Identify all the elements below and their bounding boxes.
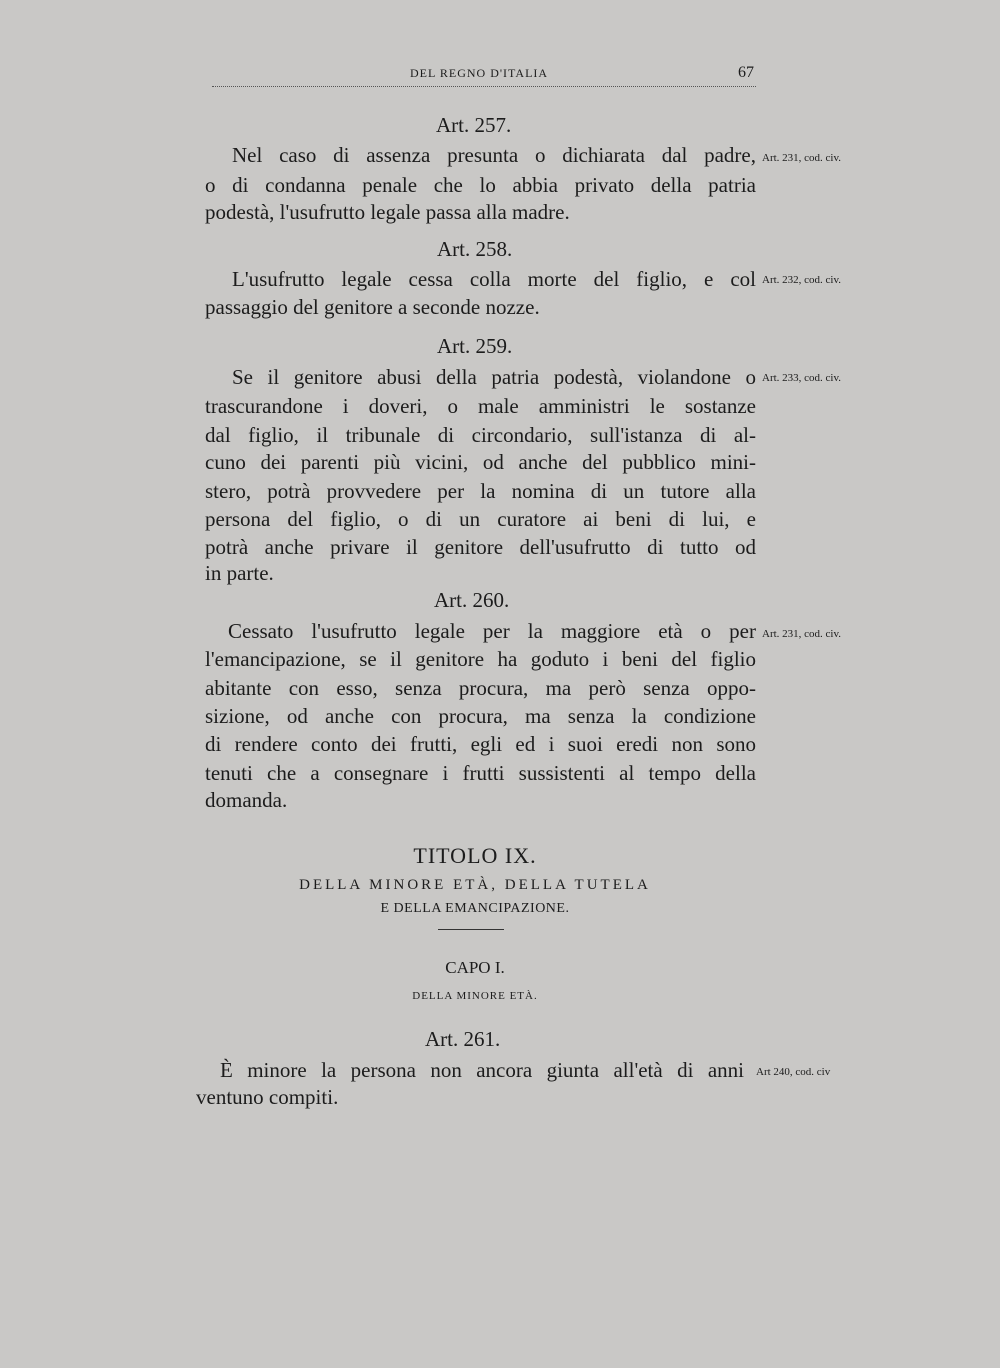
title-heading: TITOLO IX.: [413, 843, 537, 868]
article-title: Art. 258.: [437, 237, 513, 261]
text-line: È minore la persona non ancora giunta all'età di anni: [220, 1058, 744, 1082]
article-title: Art. 260.: [434, 588, 510, 612]
text-line: domanda.: [205, 788, 288, 812]
text-line: Se il genitore abusi della patria podestà, violandone o: [232, 365, 756, 389]
title-subtitle: DELLA MINORE ETÀ, DELLA TUTELA: [299, 877, 651, 893]
margin-note: Art. 232, cod. civ.: [762, 274, 842, 286]
text-line: l'emancipazione, se il genitore ha goduto i beni del figlio: [205, 647, 756, 671]
text-line: tenuti che a consegnare i frutti sussistenti al tempo della: [205, 761, 756, 785]
text-line: podestà, l'usufrutto legale passa alla madre.: [205, 200, 570, 224]
text-line: abitante con esso, senza procura, ma però senza oppo-: [205, 676, 756, 700]
text-line: potrà anche privare il genitore dell'usufrutto di tutto od: [205, 535, 756, 559]
text-line: dal figlio, il tribunale di circondario, sull'istanza di al-: [205, 423, 756, 447]
text-line: o di condanna penale che lo abbia privato della patria: [205, 173, 756, 197]
article-title: Art. 259.: [437, 334, 513, 358]
title-subtitle: E DELLA EMANCIPAZIONE.: [380, 901, 570, 916]
text-line: L'usufrutto legale cessa colla morte del figlio, e col: [232, 267, 756, 291]
text-line: persona del figlio, o di un curatore ai beni di lui, e: [205, 507, 756, 531]
text-line: Nel caso di assenza presunta o dichiarata dal padre,: [232, 143, 756, 167]
text-line: Cessato l'usufrutto legale per la maggiore età o per: [228, 619, 756, 643]
article-title: Art. 257.: [436, 113, 512, 137]
chapter-subtitle: DELLA MINORE ETÀ.: [412, 990, 538, 1002]
margin-note: Art. 233, cod. civ.: [762, 372, 842, 384]
text-line: stero, potrà provvedere per la nomina di un tutore alla: [205, 479, 756, 503]
text-line: di rendere conto dei frutti, egli ed i suoi eredi non sono: [205, 732, 756, 756]
text-line: ventuno compiti.: [196, 1085, 339, 1109]
text-line: passaggio del genitore a seconde nozze.: [205, 295, 540, 319]
text-line: sizione, od anche con procura, ma senza la condizione: [205, 704, 756, 728]
header-divider: [212, 86, 756, 87]
text-line: in parte.: [205, 561, 274, 585]
text-line: trascurandone i doveri, o male amministri le sostanze: [205, 394, 756, 418]
chapter-heading: CAPO I.: [445, 958, 505, 977]
margin-note: Art. 231, cod. civ.: [762, 152, 842, 164]
margin-note: Art. 231, cod. civ.: [762, 628, 842, 640]
text-line: cuno dei parenti più vicini, od anche del pubblico mini-: [205, 450, 756, 474]
running-header: DEL REGNO D'ITALIA: [410, 66, 549, 80]
margin-note: Art 240, cod. civ: [756, 1066, 831, 1078]
page-number: 67: [738, 64, 754, 81]
article-title: Art. 261.: [425, 1027, 501, 1051]
section-divider: [438, 929, 504, 930]
